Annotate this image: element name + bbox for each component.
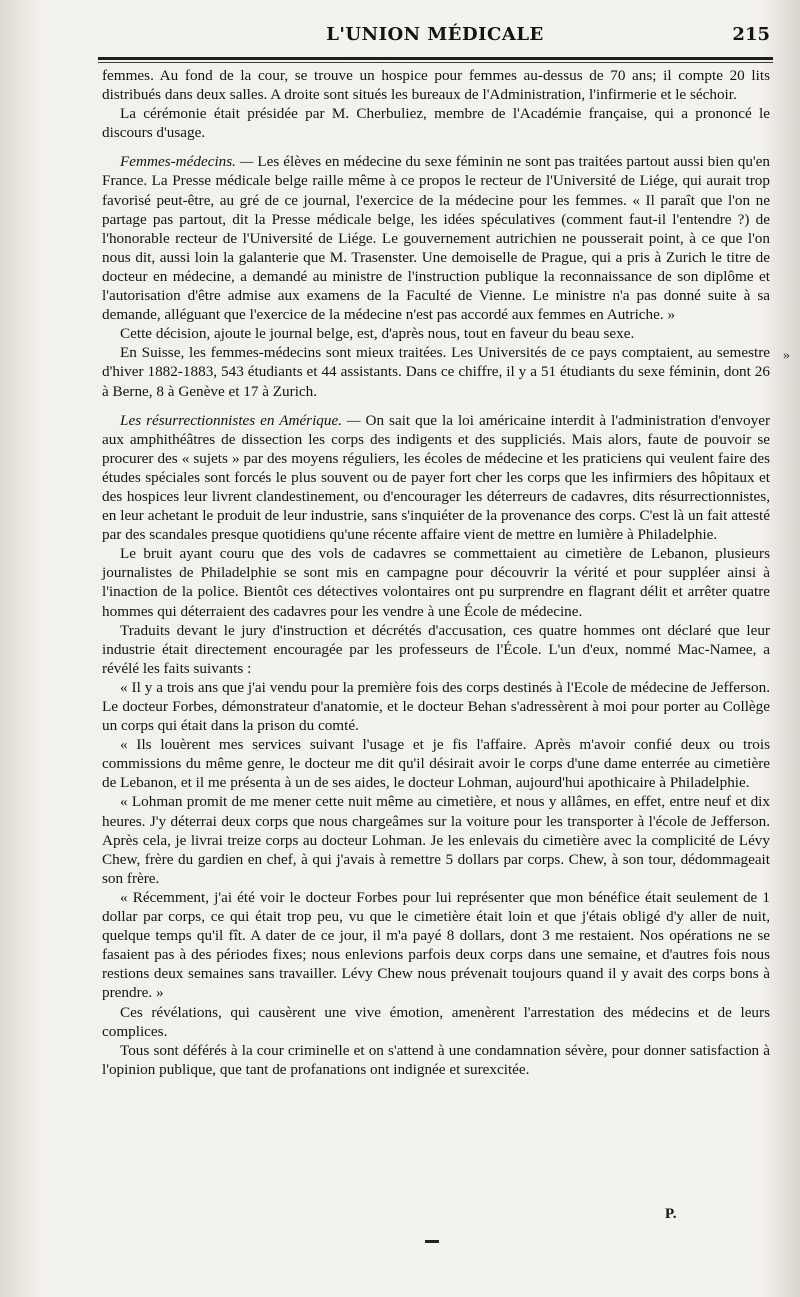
page-header — [100, 22, 770, 52]
paragraph-bruit: Le bruit ayant couru que des vols de cadavres se commettaient au cimetière de Lebanon, plusieurs journalistes de Philadelphie se sont mis en campagne pour découvrir la vérité et pour suppléer ainsi à l'inaction de la police. Bientôt ces détectives volontaires ont pu surprendre en flagrant délit et arrêter quatre hommes qui déterraient des cadavres pour les vendre à une École de médecine. — [102, 545, 770, 620]
paragraph-decision: Cette décision, ajoute le journal belge, est, d'après nous, tout en faveur du beau sexe. — [120, 325, 635, 343]
paragraph-suisse: En Suisse, les femmes-médecins sont mieux traitées. Les Universités de ce pays comptaient, au semestre d'hiver 1882-1883, 543 étudiants et 44 assistants. Dans ce chiffre, il y a 51 étudiants du sexe féminin, dont 26 à Berne, 8 à Genève et 17 à Zurich. — [102, 344, 770, 400]
journal-title: L'UNION MÉDICALE — [326, 24, 544, 45]
paragraph-quote-4: « Récemment, j'ai été voir le docteur Forbes pour lui représenter que mon bénéfice était seulement de 1 dollar par corps, ce qui était trop peu, vu que le cimetière était loin et que j'étais obligé d'y aller de nuit, quelque temps qu'il fît. A dater de ce jour, il m'a payé 8 dollars, dont 3 me restaient. Nos opérations ne se fasaient pas à des périodes fixes; nous enlevions parfois deux corps dans une semaine, et d'autres fois nous restions deux semaines sans travailler. Lévy Chew nous prévenait toujours quand il y avait des corps bons à prendre. » — [102, 888, 770, 1002]
paragraph-resurrectionnistes-text: On sait que la loi américaine interdit à l'administration d'envoyer aux amphithéâtres de dissection les corps des indigents et des suppliciés. Mais alors, faute de pouvoir se procurer des « sujets » par des moyens réguliers, les écoles de médecine et les praticiens qui veulent faire des études spéciales sont forcés le plus souvent ou de payer fort cher les corps que les infirmiers des hôpitaux et des hospices leur livrent clandestinement, ou d'encourager les déterreurs de cadavres, dits résurrectionnistes, en leur achetant le produit de leur industrie, sans s'inquiéter de la provenance des corps. C'est là un fait attesté par des scandales presque quotidiens qu'une récente affaire vient de mettre en lumière à Philadelphie. — [102, 411, 771, 544]
paragraph-conclusion: Tous sont déférés à la cour criminelle et on s'attend à une condamnation sévère, pour donner satisfaction à l'opinion publique, que tant de profanations ont indignée et surexcitée. — [102, 1041, 770, 1078]
section-title-femmes-medecins: Femmes-médecins. — — [120, 153, 254, 171]
header-rule-thick — [98, 57, 773, 60]
header-rule-thin — [98, 62, 773, 63]
paragraph-ceremonie: La cérémonie était présidée par M. Cherbuliez, membre de l'Académie française, qui a prononcé le discours d'usage. — [102, 105, 770, 142]
footer-rule — [425, 1240, 439, 1243]
author-signature: P. — [665, 1206, 677, 1222]
paragraph-quote-1: « Il y a trois ans que j'ai vendu pour la première fois des corps destinés à l'Ecole de médecine de Jefferson. Le docteur Forbes, démonstrateur d'anatomie, et le docteur Behan s'adressèrent à moi pour porter au Collège un corps qui était dans la prison du comté. — [102, 678, 770, 735]
paragraph-resurrectionnistes — [102, 411, 770, 545]
article-body — [102, 66, 770, 1079]
paragraph-traduits: Traduits devant le jury d'instruction et décrétés d'accusation, ces quatre hommes ont déclaré que leur industrie était directement encouragée par les professeurs de l'École. L'un d'eux, nommé Mac-Namee, a révélé les faits suivants : — [102, 621, 770, 677]
paragraph-hospice: femmes. Au fond de la cour, se trouve un hospice pour femmes au-dessus de 70 ans; il compte 20 lits distribués dans deux salles. A droite sont situés les bureaux de l'Administration, l'infirmerie et le séchoir. — [102, 67, 770, 104]
paragraph-quote-3: « Lohman promit de me mener cette nuit même au cimetière, et nous y allâmes, en effet, entre neuf et dix heures. J'y déterrai deux corps que nous chargeâmes sur la voiture pour les transporter à l'école de Jefferson. Après cela, je livrai treize corps au docteur Lohman. Je les enlevais du cimetière avec la complicité de Lévy Chew, frère du gardien en chef, à qui j'avais à remettre 5 dollars par corps. Chew, à son tour, dédommageait son frère. — [102, 793, 770, 887]
paragraph-quote-2: « Ils louèrent mes services suivant l'usage et je fis l'affaire. Après m'avoir confié deux ou trois commissions du même genre, le docteur me dit qu'il désirait avoir le corps d'une dame enterrée au cimetière de Lebanon, et il me présenta à un de ses aides, le docteur Lohman, aujourd'hui apothicaire à Philadelphie. — [102, 736, 770, 792]
section-title-resurrectionnistes: Les résurrectionnistes en Amérique. — — [120, 411, 361, 429]
paragraph-femmes-medecins-text: Les élèves en médecine du sexe féminin ne sont pas traitées partout aussi bien qu'en France. La Presse médicale belge raille même à ce propos le recteur de l'Université de Liége, qui aurait trop favorisé peut-être, au gré de ce journal, l'exercice de la médecine pour les femmes. « Il paraît que l'on ne partage pas partout, dit la Presse médicale belge, les idées spéculatives (comment faut-il l'entendre ?) de l'honorable recteur de l'Université de Liége. Le gouvernement autrichien ne pousserait point, à ce que l'on nous dit, aussi loin la galanterie que M. Trasenster. Une demoiselle de Prague, qui a pris à Zurich le titre de docteur en médecine, a demandé au ministre de l'instruction publique la reconnaissance de son diplôme et l'autorisation d'être admise aux examens de la Faculté de Vienne. Le ministre n'a pas donné suite à sa demande, alléguant que l'exercice de la médecine n'est pas accordé aux femmes en Autriche. » — [102, 153, 770, 324]
paragraph-femmes-medecins — [102, 152, 770, 324]
page-number: 215 — [732, 24, 770, 45]
paragraph-revelations: Ces révélations, qui causèrent une vive émotion, amenèrent l'arrestation des médecins et de leurs complices. — [102, 1003, 770, 1040]
margin-edge-mark: » — [783, 348, 790, 363]
